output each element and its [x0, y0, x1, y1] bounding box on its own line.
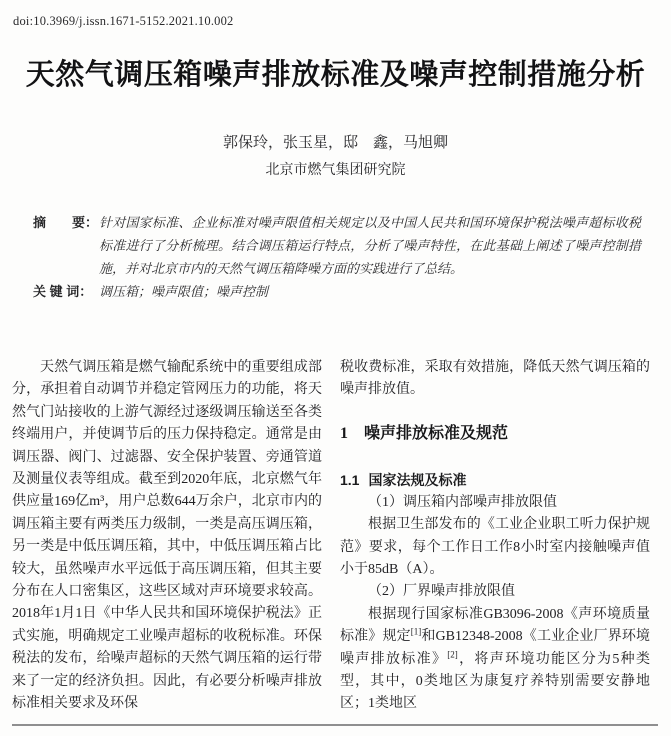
left-column — [12, 357, 322, 716]
right-column — [340, 357, 650, 716]
section-1-1-number: 1.1 — [340, 471, 360, 488]
section-1-title: 噪声排放标准及规范 — [364, 424, 509, 442]
authors-line: 郭保玲，张玉星，邸 鑫，马旭卿 — [222, 134, 448, 151]
list-item-1: （1）调压箱内部噪声排放限值 — [368, 494, 557, 510]
keywords-text: 调压箱；噪声限值；噪声控制 — [99, 284, 269, 299]
list-item-2: （2）厂界噪声排放限值 — [368, 584, 515, 600]
intro-paragraph-continued: 税收费标准，采取有效措施，降低天然气调压箱的噪声排放值。 — [340, 360, 650, 398]
keywords-row — [33, 280, 641, 303]
paragraph-hearing-protection: 根据卫生部发布的《工业企业职工听力保护规范》要求，每个工作日工作8小时室内接触噪声值小于85dB（A）。 — [340, 517, 650, 578]
intro-paragraph: 天然气调压箱是燃气输配系统中的重要组成部分，承担着自动调节并稳定管网压力的功能，将天然气门站接收的上游气源经过逐级调压输送至各类终端用户，并使调节后的压力保持稳定。通常是由调压器、阀门、过滤器、安全保护装置、旁通管道及测量仪表等组成。截至到2020年底，北京燃气年供应量169亿m³，用户总数644万余户，北京市内的调压箱主要有两类压力级制，一类是高压调压箱，另一类是中低压调压箱，其中，中低压调压箱占比较大，虽然噪声水平远低于高压调压箱，但其主要分布在人口密集区，这些区域对声环境要求较高。2018年1月1日《中华人民共和国环境保护税法》正式实施，明确规定工业噪声超标的收税标准。环保税法的发布，给噪声超标的天然气调压箱的运行带来了一定的经济负担。因此，有必要分析噪声排放标准相关要求及环保 — [12, 360, 322, 712]
section-1-1-heading — [340, 469, 650, 491]
abstract-label: 摘 要： — [33, 215, 99, 230]
section-1-1-title: 国家法规及标准 — [368, 471, 467, 488]
body-columns — [12, 357, 650, 716]
abstract-row — [33, 211, 641, 280]
section-1-number: 1 — [340, 424, 348, 442]
paper-title: 天然气调压箱噪声排放标准及噪声控制措施分析 — [25, 59, 646, 91]
abstract-block — [33, 211, 641, 303]
doi-line: doi:10.3969/j.issn.1671-5152.2021.10.002 — [13, 14, 234, 28]
paragraph-boundary-noise: 根据现行国家标准GB3096-2008《声环境质量标准》规定[1]和GB12348-2008《工业企业厂界环境噪声排放标准》[2]，将声环境功能区分为5种类型，其中，0类地区为康复疗养特别需要安静地区；1类地区 — [340, 606, 651, 712]
section-1-heading — [340, 423, 650, 445]
keywords-label: 关 键 词： — [33, 284, 93, 299]
abstract-text: 针对国家标准、企业标准对噪声限值相关规定以及中国人民共和国环境保护税法噪声超标收税标准进行了分析梳理。结合调压箱运行特点，分析了噪声特性，在此基础上阐述了噪声控制措施，并对北京市内的天然气调压箱降噪方面的实践进行了总结。 — [99, 215, 641, 276]
affiliation-line: 北京市燃气集团研究院 — [265, 161, 406, 177]
footer-divider — [12, 724, 658, 726]
